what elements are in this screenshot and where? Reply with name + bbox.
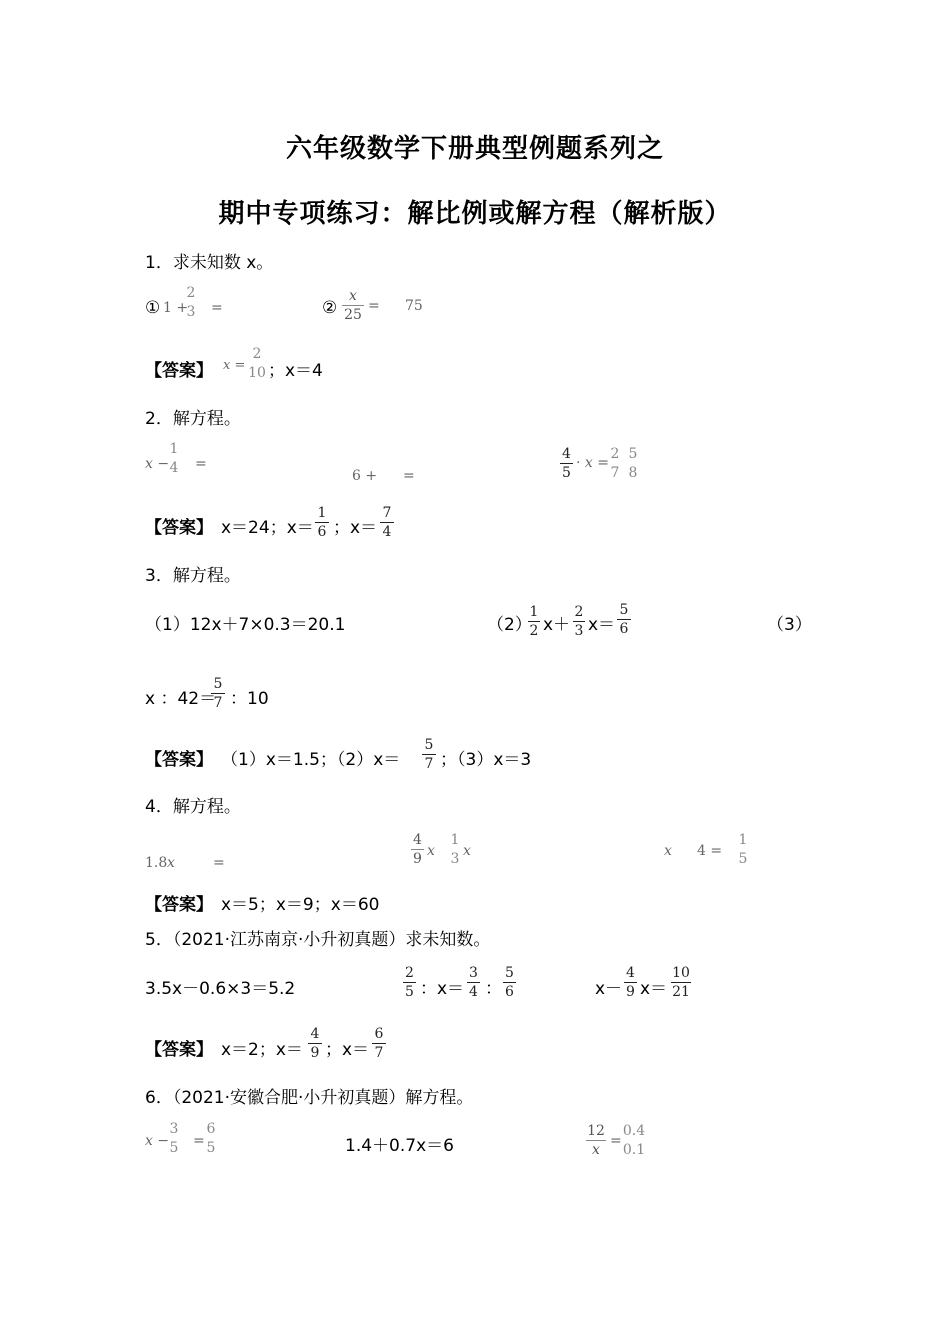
q1-marker-2: ② (322, 298, 338, 318)
q2-eq1-fraction: 1 4 (169, 441, 179, 476)
page-title: 六年级数学下册典型例题系列之 (285, 134, 664, 164)
q1-marker-1: ① (145, 298, 161, 318)
q6-eq1-equals: = (193, 1133, 205, 1149)
q5-answer-fraction-2: 6 7 (372, 1026, 386, 1061)
q1-answer-x: x = (223, 358, 246, 373)
q3-part-2-mid-2: x＝ (588, 615, 616, 635)
q5-eq2-colon: ： (485, 979, 502, 999)
q2-eq3-mid: · x = (576, 455, 609, 471)
q2-eq1-lead: x − (145, 456, 170, 472)
answer-tag-1: 【答案】 (145, 361, 213, 381)
q5-eq1: 3.5x－0.6×3＝5.2 (145, 979, 296, 999)
q3-part-2-fraction-1: 1 2 (529, 604, 539, 639)
q6-eq1-fraction-1: 3 5 (169, 1121, 179, 1156)
q4-eq3-x: x (664, 843, 672, 859)
q1-eq1-fraction: 2 3 (186, 285, 196, 320)
answer-tag-5: 【答案】 (145, 1040, 213, 1060)
q1-eq1-lead: 1 + (163, 300, 189, 316)
q3-part-2-fraction-2: 2 3 (574, 604, 584, 639)
q1-answer-rest: ；x＝4 (268, 361, 323, 381)
q2-eq2-equals: = (403, 468, 415, 484)
q3-part-3-lead: x ：42＝ (145, 689, 217, 709)
question-3-prompt: 3．解方程。 (145, 566, 241, 586)
q3-answer-part-a: （1）x＝1.5；（2）x＝ (221, 750, 401, 770)
answer-tag-2: 【答案】 (145, 518, 213, 538)
q6-eq1-lead: x − (145, 1133, 170, 1149)
answer-tag-4: 【答案】 (145, 895, 213, 915)
q2-answer-part-b: ；x＝ (333, 518, 378, 538)
question-5-prompt: 5．（2021·江苏南京·小升初真题）求未知数。 (145, 930, 491, 950)
q3-answer-fraction: 5 7 (422, 737, 436, 772)
q4-eq3-fraction: 1 5 (738, 832, 748, 867)
q5-eq2-fraction-3: 5 6 (503, 965, 516, 1000)
q6-eq3-equals: = (610, 1133, 622, 1149)
q2-eq3-fraction-2: 2 7 (610, 446, 620, 481)
q2-eq2-lead: 6 + (352, 468, 378, 484)
q5-eq3-lead: x－ (595, 979, 623, 999)
q3-part-1: （1）12x＋7×0.3＝20.1 (145, 615, 346, 635)
q3-part-3-label: （3） (767, 615, 812, 635)
q6-eq3-fraction-1: 12 x (587, 1123, 605, 1158)
q5-eq3-fraction-2: 10 21 (672, 965, 690, 1000)
page-subtitle: 期中专项练习：解比例或解方程（解析版） (218, 199, 732, 229)
q3-part-2-mid: x＋ (543, 615, 571, 635)
q5-eq3-fraction-1: 4 9 (624, 965, 637, 1000)
q1-eq1-equals: = (211, 300, 223, 316)
q3-part-3-tail: ：10 (230, 689, 269, 709)
q3-part-2-fraction-3: 5 6 (617, 602, 631, 637)
q1-eq2-rhs: 75 (405, 298, 423, 314)
q1-eq2-fraction: x 25 (342, 288, 364, 323)
q2-answer-fraction-1: 1 6 (315, 505, 329, 540)
q4-eq1-equals: = (213, 855, 225, 871)
q4-eq2-x1: x (427, 843, 435, 859)
q5-eq2-fraction-2: 3 4 (467, 965, 480, 1000)
q2-answer-part-a: x＝24；x＝ (221, 518, 314, 538)
q3-part-2-lead: （2） (487, 615, 532, 635)
q4-eq2-fraction-1: 4 9 (411, 832, 424, 867)
q2-eq3-fraction-1: 4 5 (560, 446, 573, 481)
answer-tag-3: 【答案】 (145, 750, 213, 770)
q6-eq1-fraction-2: 6 5 (206, 1121, 216, 1156)
q3-part-3-fraction: 5 7 (211, 676, 225, 711)
q5-answer-part-b: ；x＝ (325, 1040, 370, 1060)
q2-answer-fraction-2: 7 4 (380, 505, 394, 540)
q6-eq2: 1.4＋0.7x＝6 (345, 1136, 454, 1156)
q5-answer-fraction-1: 4 9 (308, 1026, 322, 1061)
question-2-prompt: 2．解方程。 (145, 409, 241, 429)
q4-answer: x＝5；x＝9；x＝60 (221, 895, 380, 915)
question-6-prompt: 6．（2021·安徽合肥·小升初真题）解方程。 (145, 1088, 474, 1108)
q5-eq2-mid: ：x＝ (420, 979, 465, 999)
q5-eq2-fraction-1: 2 5 (403, 965, 416, 1000)
q5-eq3-mid: x＝ (640, 979, 668, 999)
q3-answer-part-b: ；（3）x＝3 (440, 750, 532, 770)
question-1-prompt: 1．求未知数 x。 (145, 253, 274, 273)
q5-answer-part-a: x＝2；x＝ (221, 1040, 303, 1060)
q4-eq3-mid: 4 = (697, 843, 723, 859)
q4-eq2-x2: x (463, 843, 471, 859)
question-4-prompt: 4．解方程。 (145, 797, 241, 817)
q2-eq1-equals: = (195, 456, 207, 472)
q1-answer-fraction: 2 10 (248, 346, 266, 381)
q4-eq1-lead: 1.8 (145, 855, 168, 871)
q4-eq2-fraction-2: 1 3 (450, 832, 460, 867)
q2-eq3-fraction-3: 5 8 (628, 446, 638, 481)
q6-eq3-fraction-2: 0.4 0.1 (622, 1123, 646, 1158)
q4-eq1-x: x (167, 855, 175, 871)
q1-eq2-equals: = (368, 298, 380, 314)
